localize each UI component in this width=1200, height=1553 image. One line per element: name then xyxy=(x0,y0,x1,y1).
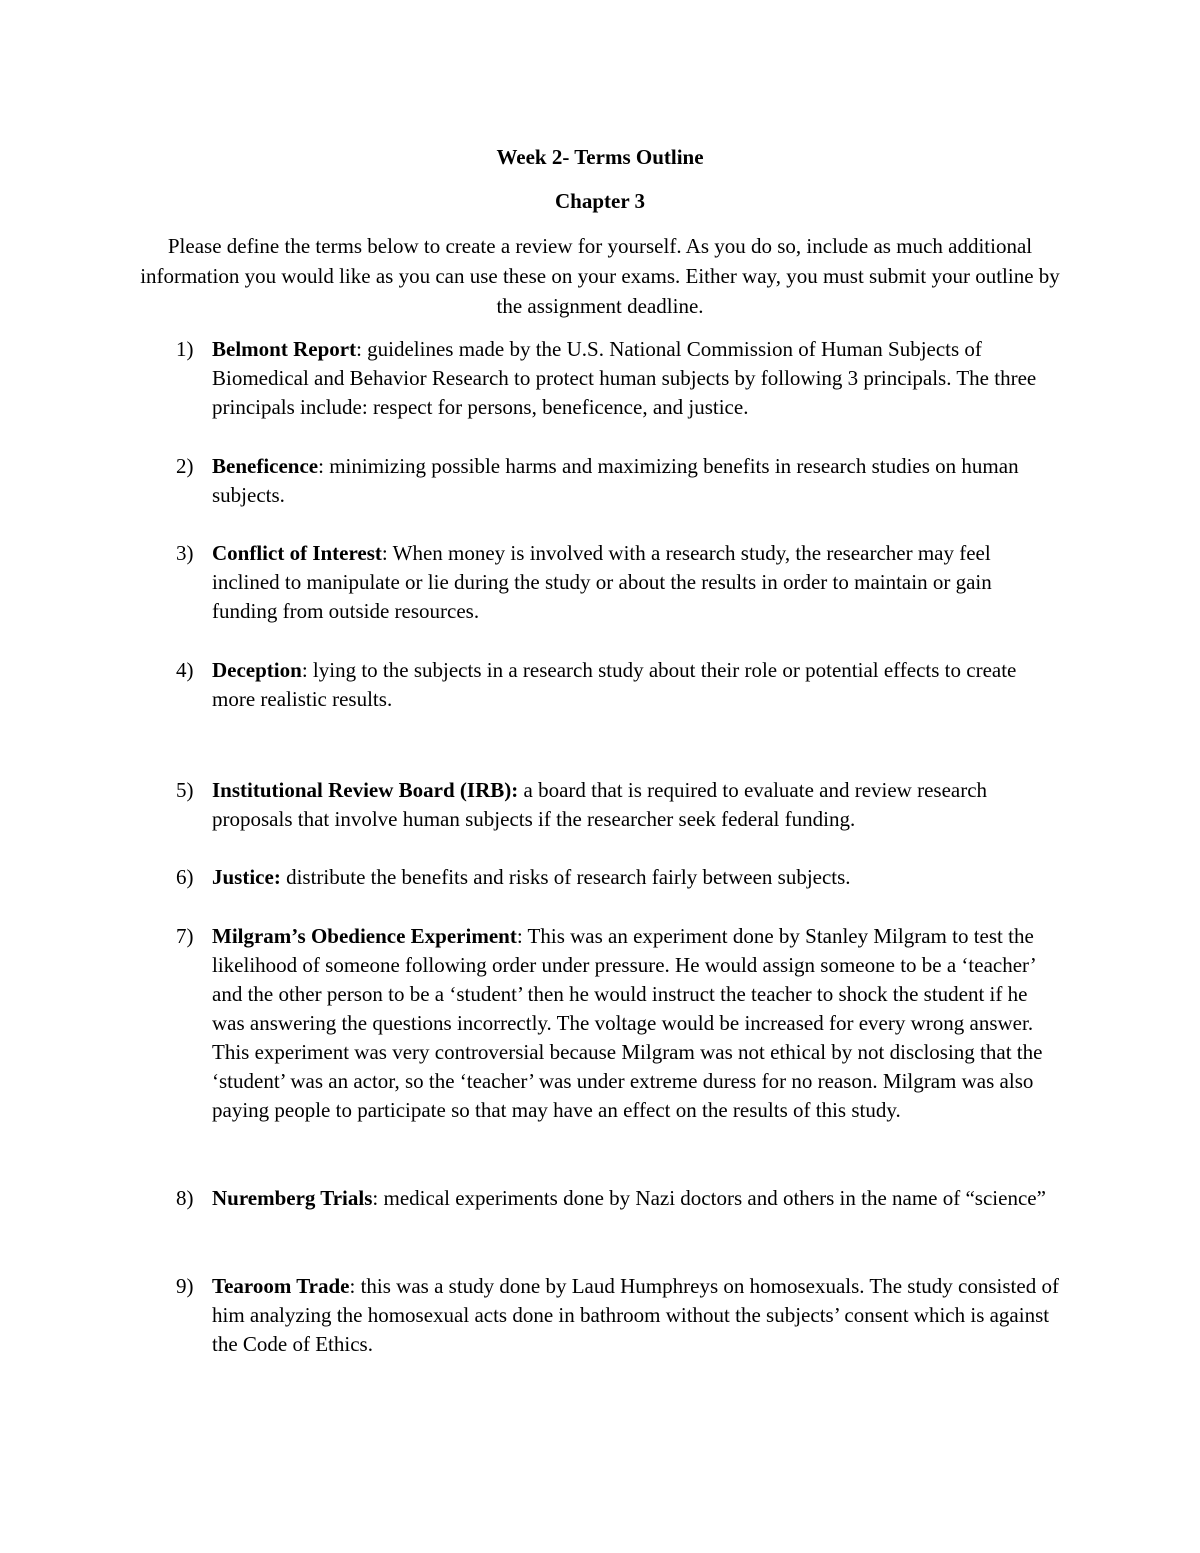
term-separator: : xyxy=(516,924,523,948)
term-label: Milgram’s Obedience Experiment xyxy=(212,924,517,948)
term-item-nuremberg-trials xyxy=(160,1184,1060,1213)
term-definition: a board that is required to evaluate and review research proposals that involve human subjects if the researcher seek federal funding. xyxy=(212,778,988,831)
term-definition: This was an experiment done by Stanley Milgram to test the likelihood of someone following order under pressure. He would assign someone to be a ‘teacher’ and the other person to be a ‘student’ then he would instruct the teacher to shock the student if he was answering the questions incorrectly. The voltage would be increased for every wrong answer. This experiment was very controversial because Milgram was not ethical by not disclosing that the ‘student’ was an actor, so the ‘teacher’ was under extreme duress for no reason. Milgram was also paying people to participate so that may have an effect on the results of this study. xyxy=(212,924,1043,1122)
term-separator: : xyxy=(356,337,362,361)
term-separator: : xyxy=(372,1186,379,1210)
term-label: Institutional Review Board (IRB): xyxy=(212,778,519,802)
term-label: Conflict of Interest xyxy=(212,541,382,565)
term-separator: : xyxy=(301,658,308,682)
term-separator: : xyxy=(318,454,324,478)
term-label: Tearoom Trade xyxy=(212,1274,350,1298)
term-number: 7) xyxy=(176,924,194,948)
term-item-justice xyxy=(160,863,1060,892)
term-label: Nuremberg Trials xyxy=(212,1186,373,1210)
term-number: 6) xyxy=(176,865,194,889)
term-definition: lying to the subjects in a research study about their role or potential effects to create more realistic results. xyxy=(212,658,1017,711)
term-definition: When money is involved with a research study, the researcher may feel inclined to manipulate or lie during the study or about the results in order to maintain or gain funding from outside resources. xyxy=(212,541,992,623)
term-item-irb xyxy=(160,776,1060,834)
instructions-paragraph: Please define the terms below to create a review for yourself. As you do so, include as much additional information you would like as you can use these on your exams. Either way, you must submit your outline by the assignment deadline. xyxy=(140,234,1060,318)
term-label: Beneficence xyxy=(212,454,319,478)
chapter-heading: Chapter 3 xyxy=(554,189,646,213)
term-definition: guidelines made by the U.S. National Commission of Human Subjects of Biomedical and Behavior Research to protect human subjects by following 3 principals. The three principals include: respect for persons, beneficence, and justice. xyxy=(212,337,1037,419)
term-definition: this was a study done by Laud Humphreys on homosexuals. The study consisted of him analyzing the homosexual acts done in bathroom without the subjects’ consent which is against the Code of Ethics. xyxy=(212,1274,1059,1356)
term-item-tearoom-trade xyxy=(160,1272,1060,1359)
term-number: 2) xyxy=(176,454,194,478)
term-number: 5) xyxy=(176,778,194,802)
term-definition: medical experiments done by Nazi doctors and others in the name of “science” xyxy=(378,1186,1046,1210)
term-label: Belmont Report xyxy=(212,337,357,361)
term-definition: minimizing possible harms and maximizing benefits in research studies on human subjects. xyxy=(212,454,1019,507)
term-separator: : xyxy=(381,541,388,565)
term-item-conflict-of-interest xyxy=(160,539,1060,626)
term-item-beneficence xyxy=(160,452,1060,510)
term-separator: : xyxy=(349,1274,356,1298)
term-item-deception xyxy=(160,656,1060,714)
term-number: 3) xyxy=(176,541,194,565)
term-number: 8) xyxy=(176,1186,194,1210)
term-number: 9) xyxy=(176,1274,194,1298)
document-title: Week 2- Terms Outline xyxy=(496,145,704,169)
term-label: Deception xyxy=(212,658,302,682)
term-label: Justice: xyxy=(212,865,281,889)
term-item-milgram-experiment xyxy=(160,922,1060,1125)
term-definition: distribute the benefits and risks of research fairly between subjects. xyxy=(280,865,851,889)
term-item-belmont-report xyxy=(160,335,1060,422)
term-number: 4) xyxy=(176,658,194,682)
term-number: 1) xyxy=(176,337,194,361)
